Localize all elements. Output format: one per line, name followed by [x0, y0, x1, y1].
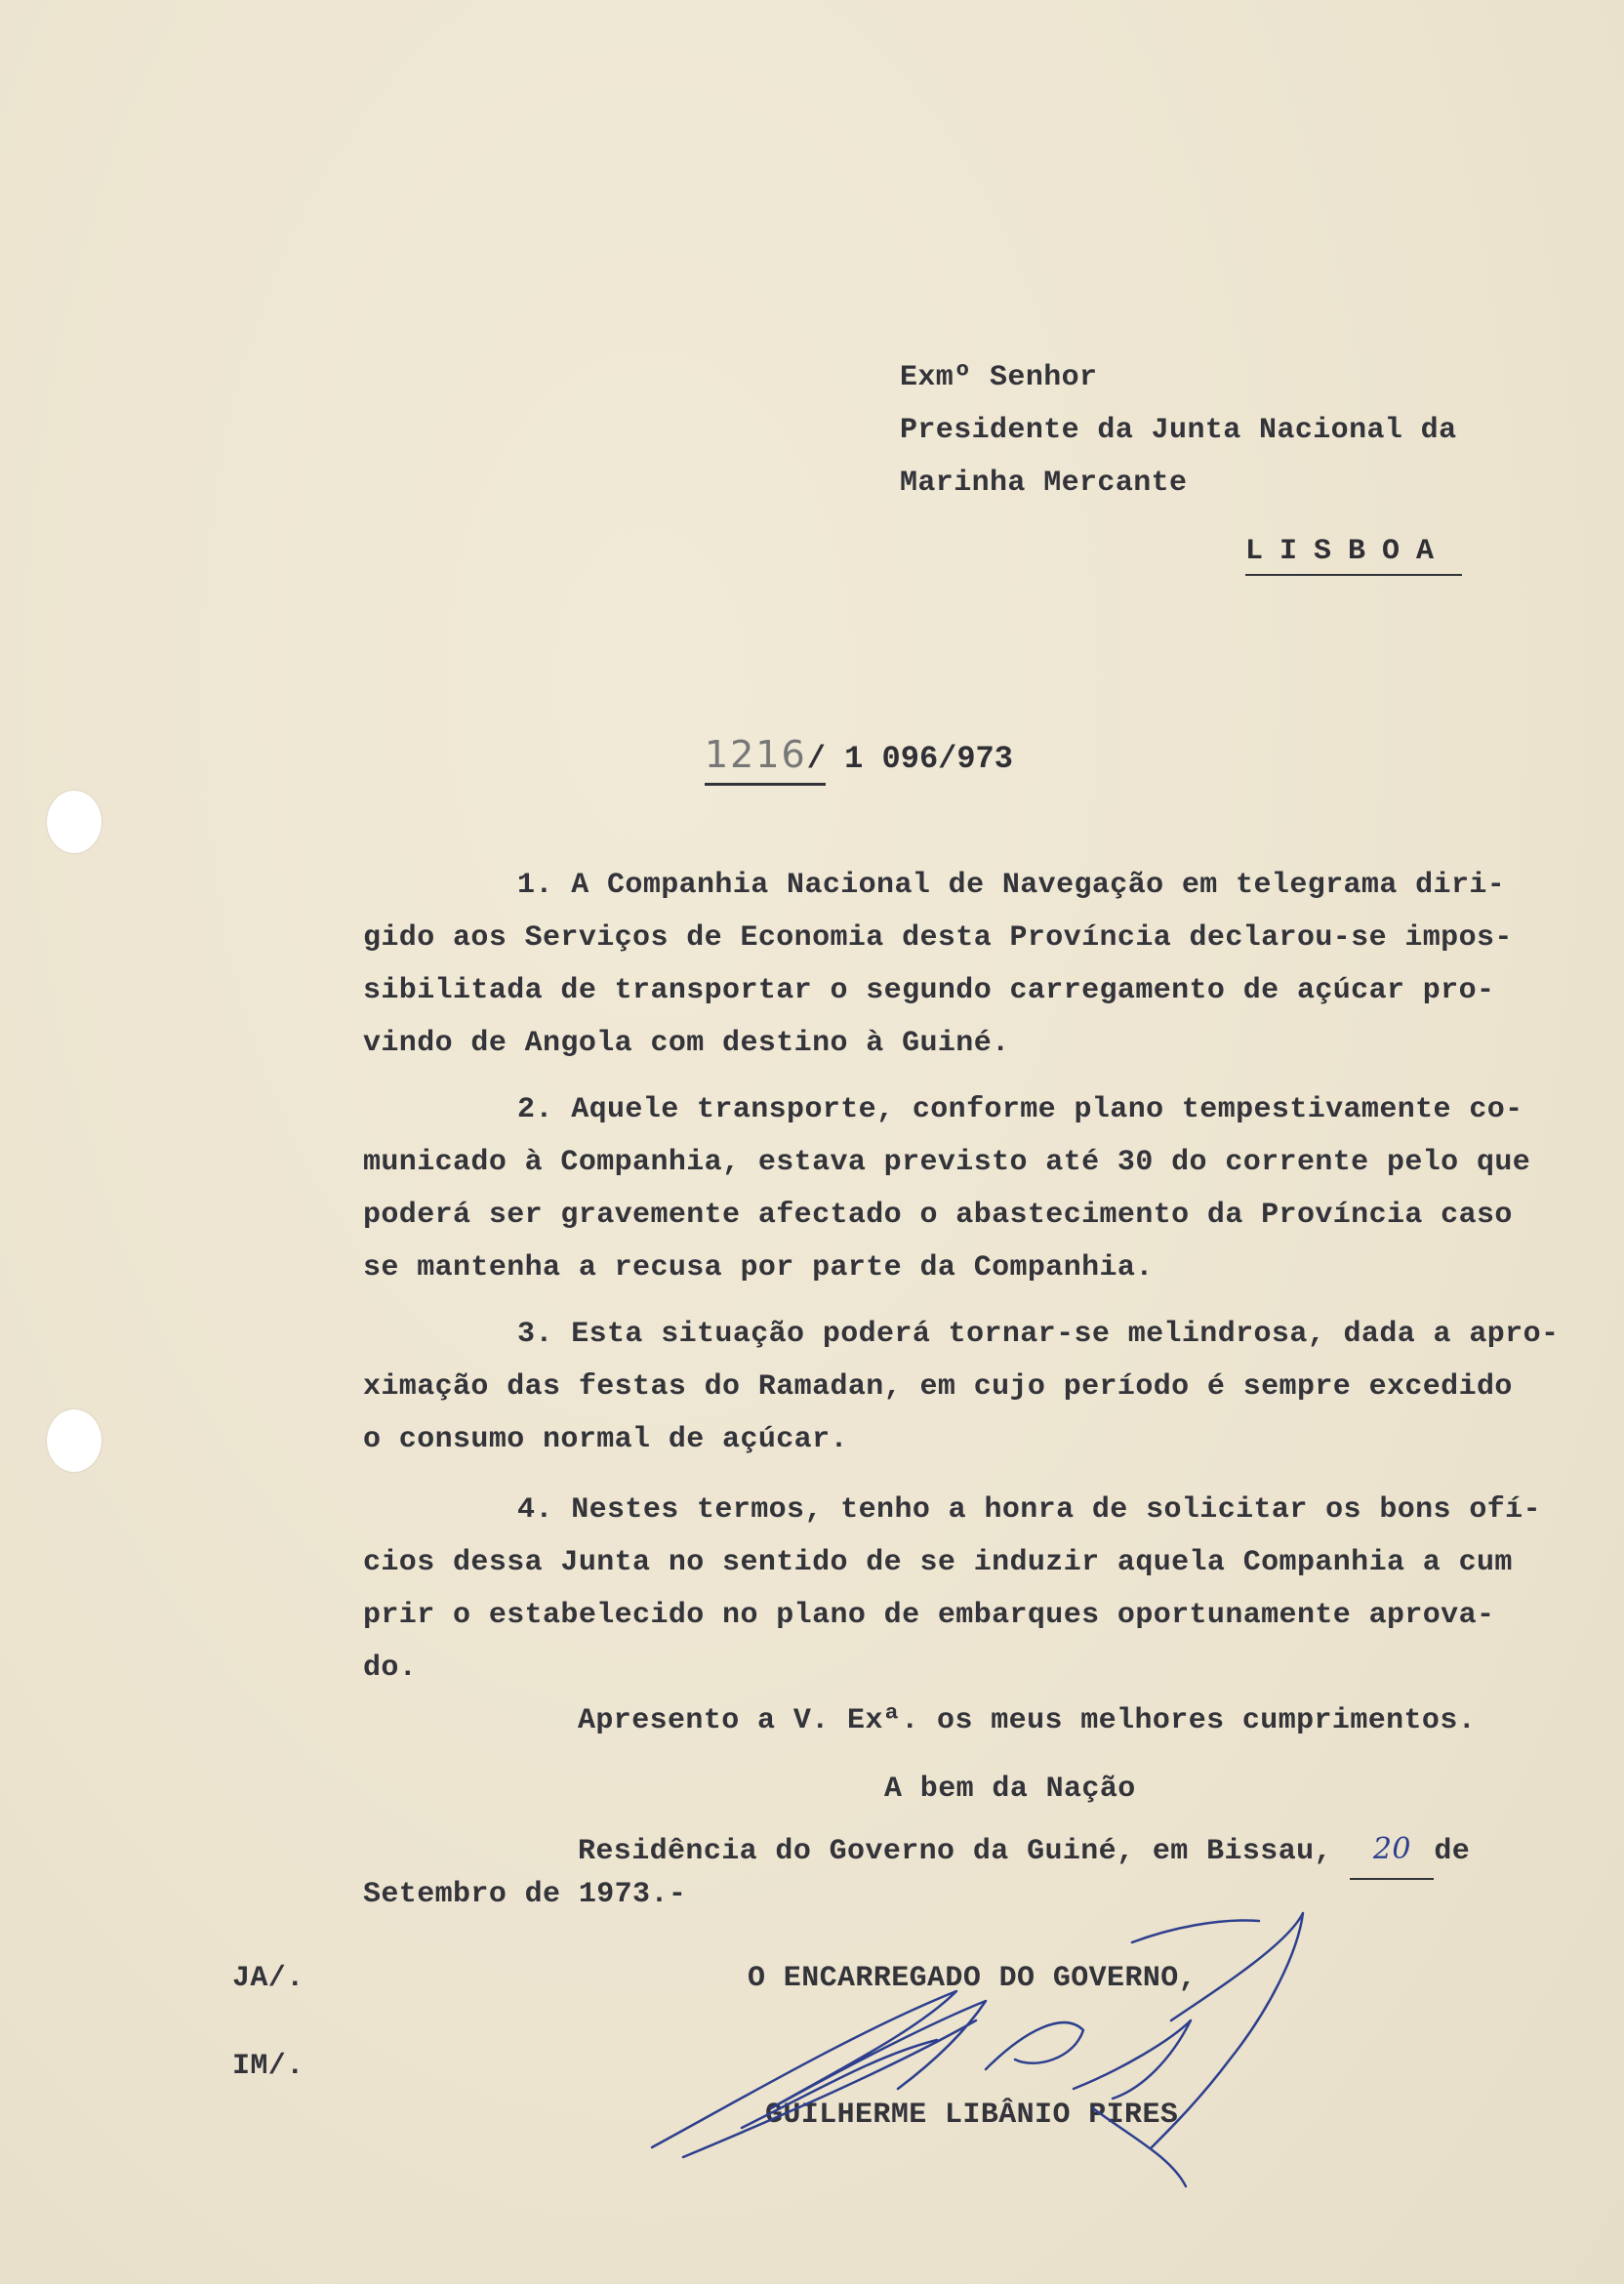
paragraph-line: gido aos Serviços de Economia desta Província declarou-se impos-: [363, 921, 1513, 955]
reference-stamp: 1216: [705, 733, 807, 776]
paragraph-line: sibilitada de transportar o segundo carregamento de açúcar pro-: [363, 974, 1495, 1007]
signatory-title: O ENCARREGADO DO GOVERNO,: [748, 1962, 1198, 1995]
paragraph-line: 2. Aquele transporte, conforme plano tempestivamente co-: [517, 1093, 1523, 1126]
addressee-title: Presidente da Junta Nacional da: [900, 414, 1457, 447]
addressee-city: LISBOA: [1245, 535, 1451, 568]
addressee-salutation: Exmº Senhor: [900, 361, 1098, 394]
closing-motto: A bem da Nação: [884, 1773, 1136, 1806]
addressee-title-cont: Marinha Mercante: [900, 467, 1188, 500]
closing-date: Setembro de 1973.-: [363, 1878, 687, 1911]
paragraph-line: poderá ser gravemente afectado o abastecimento da Província caso: [363, 1199, 1513, 1232]
paragraph-line: cios dessa Junta no sentido de se induzir aquela Companhia a cum: [363, 1546, 1513, 1579]
typist-initials-2: IM/.: [232, 2050, 304, 2083]
reference-code: 1 096/973: [844, 741, 1013, 777]
paragraph-line: o consumo normal de açúcar.: [363, 1423, 848, 1456]
closing-place: Residência do Governo da Guiné, em Bissau,: [578, 1835, 1332, 1868]
closing-month-prefix: de: [1434, 1835, 1471, 1868]
paragraph-line: se mantenha a recusa por parte da Companhia.: [363, 1251, 1154, 1285]
closing-greeting: Apresento a V. Exª. os meus melhores cumprimentos.: [578, 1704, 1477, 1737]
paragraph-line: 3. Esta situação poderá tornar-se melindrosa, dada a apro-: [517, 1318, 1560, 1351]
paragraph-line: prir o estabelecido no plano de embarques oportunamente aprova-: [363, 1599, 1495, 1632]
paragraph-line: do.: [363, 1652, 418, 1685]
paragraph-line: ximação das festas do Ramadan, em cujo período é sempre excedido: [363, 1370, 1513, 1404]
reference-number: 1216/ 1 096/973: [705, 733, 1013, 777]
signatory-name: GUILHERME LIBÂNIO PIRES: [765, 2099, 1179, 2132]
paragraph-line: vindo de Angola com destino à Guiné.: [363, 1027, 1010, 1060]
typist-initials-1: JA/.: [232, 1962, 304, 1995]
paragraph-line: municado à Companhia, estava previsto até 30 do corrente pelo que: [363, 1146, 1531, 1179]
paragraph-line: 4. Nestes termos, tenho a honra de solicitar os bons ofí-: [517, 1493, 1541, 1527]
handwritten-day: 20: [1372, 1832, 1411, 1866]
paragraph-line: 1. A Companhia Nacional de Navegação em telegrama diri-: [517, 869, 1506, 902]
